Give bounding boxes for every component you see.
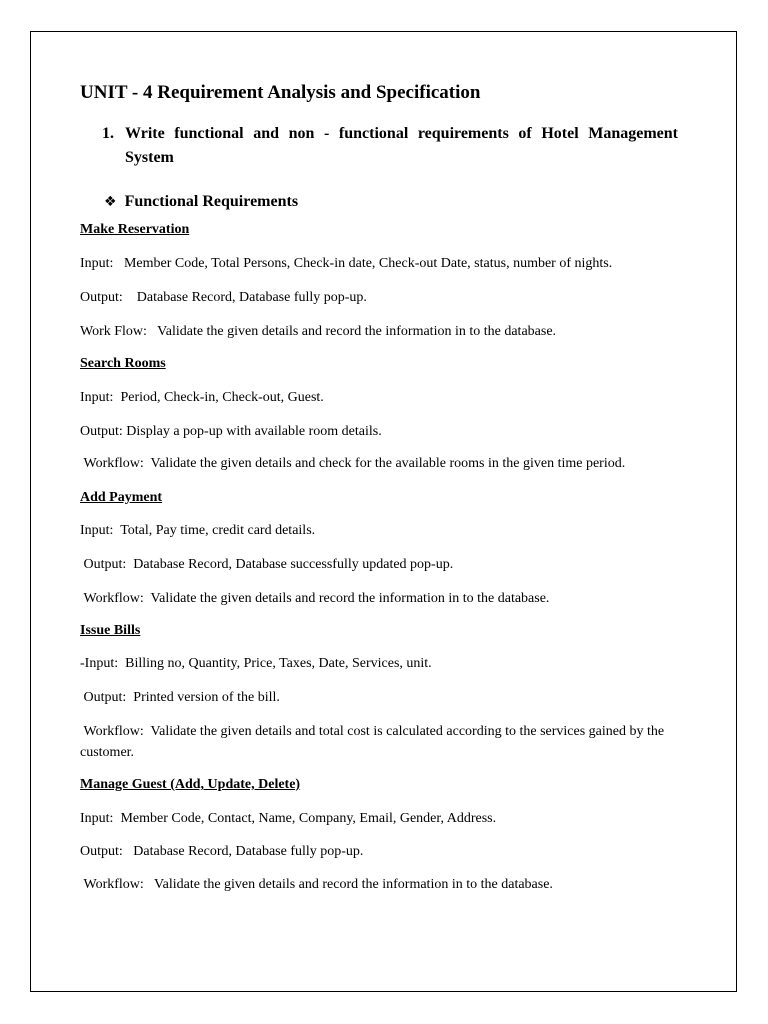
section-title: Make Reservation — [80, 222, 190, 237]
input-line: Input: Member Code, Total Persons, Check-in date, Check-out Date, status, number of nights. — [80, 256, 613, 271]
output-line: Output: Database Record, Database successfully updated pop-up. — [80, 557, 454, 572]
document-body — [80, 80, 678, 895]
section-issue-bills — [80, 621, 678, 763]
output-line: Output: Printed version of the bill. — [80, 690, 280, 705]
input-line: Input: Period, Check-in, Check-out, Guest. — [80, 390, 324, 405]
diamond-bullet-icon: ❖ — [104, 194, 117, 210]
section-make-reservation — [80, 220, 678, 342]
output-line: Output: Database Record, Database fully pop-up. — [80, 844, 364, 859]
question-number: 1. — [102, 125, 114, 142]
section-add-payment — [80, 488, 678, 609]
heading-label: Functional Requirements — [124, 193, 299, 210]
section-manage-guest — [80, 775, 678, 895]
section-title: Issue Bills — [80, 623, 141, 638]
workflow-line: Workflow: Validate the given details and record the information in to the database. — [80, 877, 553, 892]
input-line: Input: Member Code, Contact, Name, Company, Email, Gender, Address. — [80, 811, 497, 826]
section-title: Manage Guest (Add, Update, Delete) — [80, 777, 301, 792]
input-line: -Input: Billing no, Quantity, Price, Taxes, Date, Services, unit. — [80, 656, 432, 671]
question-1 — [80, 122, 678, 170]
section-title: Add Payment — [80, 490, 163, 505]
section-search-rooms — [80, 354, 678, 474]
output-line: Output: Display a pop-up with available room details. — [80, 424, 382, 439]
unit-title: UNIT - 4 Requirement Analysis and Specification — [80, 82, 481, 103]
section-title: Search Rooms — [80, 356, 166, 371]
workflow-line: Workflow: Validate the given details and total cost is calculated according to the services gained by the customer. — [80, 724, 668, 760]
workflow-line: Work Flow: Validate the given details and record the information in to the database. — [80, 324, 557, 339]
workflow-line: Workflow: Validate the given details and record the information in to the database. — [80, 591, 550, 606]
functional-requirements-heading — [80, 190, 678, 214]
question-text: Write functional and non - functional requirements of Hotel Management System — [125, 125, 678, 166]
output-line: Output: Database Record, Database fully pop-up. — [80, 290, 367, 305]
workflow-line: Workflow: Validate the given details and check for the available rooms in the given time period. — [80, 456, 626, 471]
input-line: Input: Total, Pay time, credit card details. — [80, 523, 316, 538]
